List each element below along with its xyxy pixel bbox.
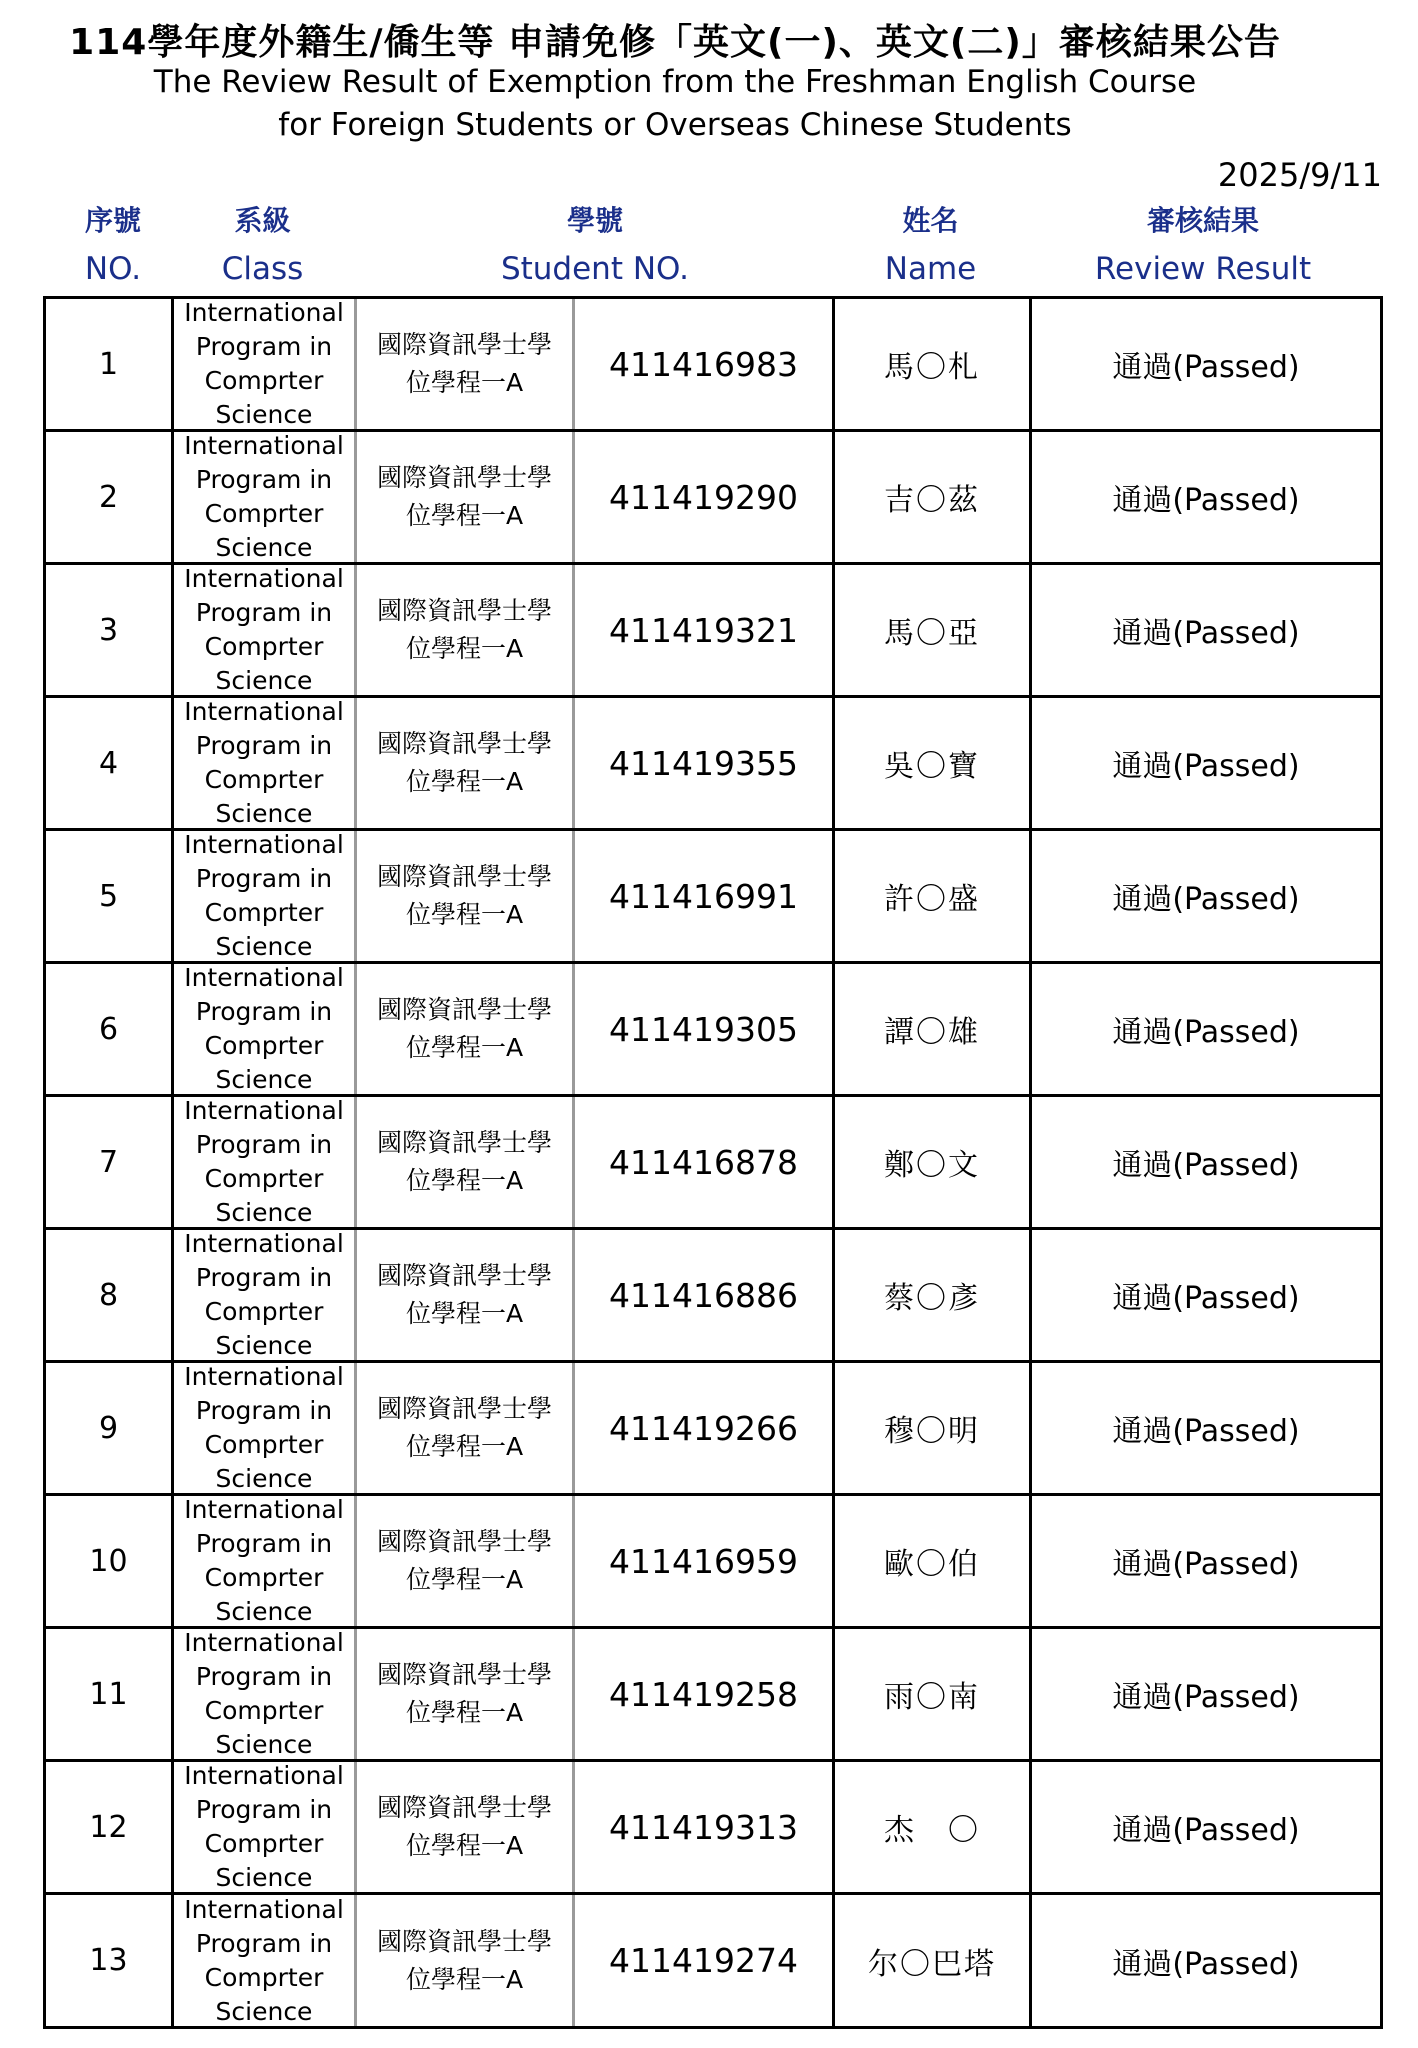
row-result: 通過(Passed): [1112, 350, 1300, 385]
row-name: 馬〇亞: [835, 565, 1032, 695]
row-department: [357, 1363, 575, 1493]
row-result: 通過(Passed): [1112, 749, 1300, 784]
row-class-line: Comprter: [204, 1829, 324, 1858]
row-result: 通過(Passed): [1112, 882, 1300, 917]
column-header-name-zh: 姓名: [902, 204, 959, 237]
row-name: 尔〇巴塔: [835, 1895, 1032, 2026]
row-class: [174, 831, 357, 961]
row-class: [174, 1363, 357, 1493]
row-class-line: International: [184, 1495, 344, 1524]
row-department: [357, 1895, 575, 2026]
row-student-no: 411419313: [575, 1762, 835, 1892]
table-row: [46, 1895, 1380, 2026]
column-header-no: [43, 196, 183, 292]
row-class-line: Comprter: [204, 632, 324, 661]
table-row: [46, 565, 1380, 698]
row-department: [357, 1629, 575, 1759]
row-student-no: 411419266: [575, 1363, 835, 1493]
row-class-line: Comprter: [204, 898, 324, 927]
row-class-line: Comprter: [204, 1031, 324, 1060]
row-number: 11: [46, 1629, 174, 1759]
column-header-no-en: NO.: [84, 251, 142, 287]
row-result: 通過(Passed): [1112, 1946, 1300, 1982]
column-header-class: [171, 196, 354, 292]
column-header-result-zh: 審核結果: [1146, 204, 1259, 237]
row-result: 通過(Passed): [1112, 1547, 1300, 1582]
column-header-no-zh: 序號: [84, 204, 141, 237]
row-department: [357, 1097, 575, 1227]
row-department-line: 位學程一A: [405, 1299, 524, 1328]
row-class-line: Program in: [195, 1396, 333, 1425]
row-student-no: 411419321: [575, 565, 835, 695]
row-class: [174, 1496, 357, 1626]
row-number: 1: [46, 299, 174, 429]
column-header-name: [832, 196, 1029, 292]
row-name: 杰 〇: [835, 1762, 1032, 1892]
row-class-line: International: [184, 697, 344, 726]
row-number: 12: [46, 1762, 174, 1892]
row-class-line: Program in: [195, 1263, 333, 1292]
row-class-line: International: [184, 963, 344, 992]
row-department: [357, 1496, 575, 1626]
row-class-line: International: [184, 1362, 344, 1391]
row-class-line: International: [184, 1628, 344, 1657]
row-result: 通過(Passed): [1112, 1813, 1300, 1848]
row-result: 通過(Passed): [1112, 1281, 1300, 1316]
row-name: 雨〇南: [835, 1629, 1032, 1759]
row-class-line: Program in: [195, 864, 333, 893]
row-class-line: Science: [215, 400, 313, 429]
row-number: 4: [46, 698, 174, 828]
row-name: 譚〇雄: [835, 964, 1032, 1094]
row-student-no: 411416959: [575, 1496, 835, 1626]
row-class-line: Science: [215, 666, 313, 695]
row-department-line: 國際資訊學士學: [376, 1128, 552, 1157]
row-department: [357, 1230, 575, 1360]
row-class-line: Science: [215, 1597, 313, 1626]
table-row: [46, 1629, 1380, 1762]
row-class-line: Science: [215, 1464, 313, 1493]
row-class: [174, 698, 357, 828]
row-number: 3: [46, 565, 174, 695]
row-class-line: International: [184, 1096, 344, 1125]
row-department-line: 位學程一A: [405, 368, 524, 397]
table-row: [46, 964, 1380, 1097]
row-result: 通過(Passed): [1112, 1414, 1300, 1449]
row-department-line: 位學程一A: [405, 501, 524, 530]
row-department-line: 位學程一A: [405, 900, 524, 929]
row-name: 馬〇札: [835, 299, 1032, 429]
row-student-no: 411416983: [575, 299, 835, 429]
row-result: 通過(Passed): [1112, 616, 1300, 651]
table-row: [46, 299, 1380, 432]
table-row: [46, 831, 1380, 964]
row-department-line: 國際資訊學士學: [376, 330, 552, 359]
row-class-line: Comprter: [204, 366, 324, 395]
row-class-line: Science: [215, 1198, 313, 1227]
row-department-line: 國際資訊學士學: [376, 862, 552, 891]
column-header-class-zh: 系級: [234, 204, 291, 237]
row-class-line: Program in: [195, 1795, 333, 1824]
column-header-name-en: Name: [884, 251, 977, 287]
row-department-line: 位學程一A: [405, 1964, 524, 1994]
table-row: [46, 1097, 1380, 1230]
row-student-no: 411416991: [575, 831, 835, 961]
row-department-line: 國際資訊學士學: [376, 1660, 552, 1689]
row-class: [174, 432, 357, 562]
row-class-line: International: [184, 1761, 344, 1790]
page-subtitle-line2: for Foreign Students or Overseas Chinese Students: [278, 107, 1072, 143]
row-department-line: 位學程一A: [405, 1033, 524, 1062]
row-class-line: Program in: [195, 1928, 333, 1958]
row-department-line: 位學程一A: [405, 1698, 524, 1727]
table-row: [46, 432, 1380, 565]
column-header-class-en: Class: [221, 251, 304, 287]
row-class-line: Program in: [195, 465, 333, 494]
row-number: 5: [46, 831, 174, 961]
row-class-line: International: [184, 1229, 344, 1258]
row-class: [174, 1629, 357, 1759]
row-class-line: Comprter: [204, 1696, 324, 1725]
row-class-line: Science: [215, 1065, 313, 1094]
row-department: [357, 565, 575, 695]
row-department-line: 國際資訊學士學: [376, 995, 552, 1024]
column-header-result: [1029, 196, 1377, 292]
column-header-student-no-zh: 學號: [566, 204, 623, 237]
row-department-line: 位學程一A: [405, 634, 524, 663]
row-result: 通過(Passed): [1112, 1015, 1300, 1050]
row-class: [174, 1230, 357, 1360]
row-class-line: Science: [215, 1331, 313, 1360]
row-class-line: Comprter: [204, 1164, 324, 1193]
row-class-line: International: [184, 830, 344, 859]
row-class: [174, 1097, 357, 1227]
row-class-line: Program in: [195, 332, 333, 361]
row-class-line: Comprter: [204, 499, 324, 528]
row-department-line: 國際資訊學士學: [376, 1793, 552, 1822]
row-class-line: Comprter: [204, 1430, 324, 1459]
row-department: [357, 432, 575, 562]
row-number: 13: [46, 1895, 174, 2026]
row-class-line: Science: [215, 1996, 313, 2026]
column-header-student-no-en: Student NO.: [500, 251, 690, 287]
row-department-line: 國際資訊學士學: [376, 1926, 552, 1956]
row-department: [357, 831, 575, 961]
row-student-no: 411419305: [575, 964, 835, 1094]
row-number: 8: [46, 1230, 174, 1360]
row-name: 吳〇寶: [835, 698, 1032, 828]
table-row: [46, 698, 1380, 831]
row-class-line: Comprter: [204, 1297, 324, 1326]
row-student-no: 411419274: [575, 1895, 835, 2026]
row-number: 10: [46, 1496, 174, 1626]
table-row: [46, 1363, 1380, 1496]
row-class-line: Program in: [195, 1662, 333, 1691]
row-name: 穆〇明: [835, 1363, 1032, 1493]
page-title: 114學年度外籍生/僑生等 申請免修「英文(一)、英文(二)」審核結果公告: [69, 22, 1281, 63]
row-department-line: 國際資訊學士學: [376, 729, 552, 758]
row-class-line: Program in: [195, 997, 333, 1026]
row-department-line: 國際資訊學士學: [376, 463, 552, 492]
row-department-line: 國際資訊學士學: [376, 1394, 552, 1423]
row-class-line: International: [184, 298, 344, 327]
row-class-line: Comprter: [204, 1962, 324, 1992]
column-header-student-no: [450, 196, 740, 292]
row-department-line: 位學程一A: [405, 1565, 524, 1594]
row-department-line: 國際資訊學士學: [376, 596, 552, 625]
row-name: 吉〇茲: [835, 432, 1032, 562]
row-class-line: Science: [215, 533, 313, 562]
row-student-no: 411416886: [575, 1230, 835, 1360]
announcement-date: 2025/9/11: [1217, 156, 1382, 194]
row-class-line: Comprter: [204, 1563, 324, 1592]
row-class-line: Science: [215, 932, 313, 961]
row-result: 通過(Passed): [1112, 1680, 1300, 1715]
row-number: 6: [46, 964, 174, 1094]
row-name: 許〇盛: [835, 831, 1032, 961]
row-class-line: Program in: [195, 1529, 333, 1558]
table-row: [46, 1230, 1380, 1363]
row-department-line: 位學程一A: [405, 1831, 524, 1860]
row-student-no: 411416878: [575, 1097, 835, 1227]
row-class-line: International: [184, 431, 344, 460]
row-department: [357, 1762, 575, 1892]
row-class-line: Program in: [195, 598, 333, 627]
row-number: 7: [46, 1097, 174, 1227]
row-class: [174, 964, 357, 1094]
row-number: 2: [46, 432, 174, 562]
row-department-line: 位學程一A: [405, 767, 524, 796]
row-result: 通過(Passed): [1112, 1148, 1300, 1183]
row-class-line: International: [184, 564, 344, 593]
row-class-line: Program in: [195, 731, 333, 760]
row-class: [174, 1762, 357, 1892]
row-name: 歐〇伯: [835, 1496, 1032, 1626]
row-name: 鄭〇文: [835, 1097, 1032, 1227]
row-student-no: 411419290: [575, 432, 835, 562]
row-class: [174, 1895, 357, 2026]
table-row: [46, 1496, 1380, 1629]
row-department: [357, 299, 575, 429]
row-class-line: Program in: [195, 1130, 333, 1159]
table-row: [46, 1762, 1380, 1895]
row-class-line: Science: [215, 799, 313, 828]
row-department: [357, 964, 575, 1094]
row-class-line: Comprter: [204, 765, 324, 794]
row-class: [174, 299, 357, 429]
row-department-line: 位學程一A: [405, 1432, 524, 1461]
row-student-no: 411419258: [575, 1629, 835, 1759]
row-department-line: 國際資訊學士學: [376, 1527, 552, 1556]
row-department: [357, 698, 575, 828]
row-department-line: 位學程一A: [405, 1166, 524, 1195]
row-name: 蔡〇彥: [835, 1230, 1032, 1360]
row-class: [174, 565, 357, 695]
row-department-line: 國際資訊學士學: [376, 1261, 552, 1290]
row-class-line: International: [184, 1894, 344, 1924]
row-student-no: 411419355: [575, 698, 835, 828]
row-class-line: Science: [215, 1863, 313, 1892]
result-table: [43, 296, 1383, 2029]
row-number: 9: [46, 1363, 174, 1493]
row-class-line: Science: [215, 1730, 313, 1759]
row-result: 通過(Passed): [1112, 483, 1300, 518]
column-header-result-en: Review Result: [1094, 251, 1312, 287]
page-subtitle-line1: The Review Result of Exemption from the Freshman English Course: [153, 64, 1197, 100]
